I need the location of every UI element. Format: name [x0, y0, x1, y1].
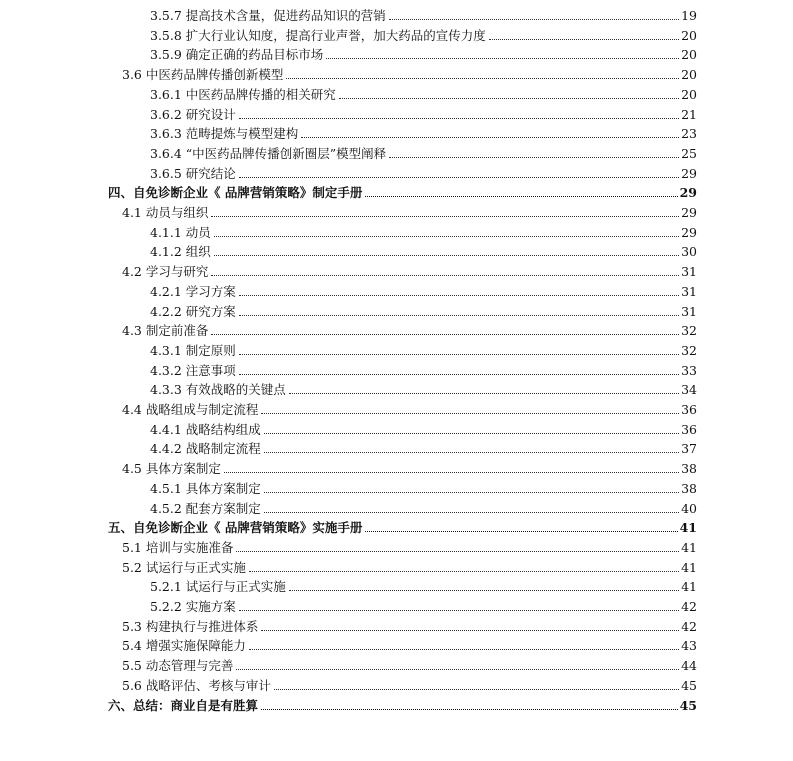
- toc-entry-label: [122, 461, 222, 477]
- dot-leader: [289, 393, 679, 394]
- toc-entry-page: 43: [681, 638, 697, 654]
- toc-entry-page: 29: [681, 205, 697, 220]
- toc-entry-label: [150, 441, 262, 457]
- toc-entry-title: 战略组成与制定流程: [145, 402, 259, 417]
- dot-leader: [224, 472, 679, 473]
- dot-leader: [389, 19, 679, 20]
- toc-entry-number: 4.4: [122, 402, 142, 417]
- toc-entry-title: 制定原则: [185, 342, 236, 358]
- toc-entry-label: [150, 87, 337, 103]
- toc-entry-number: 4.5: [122, 461, 142, 477]
- toc-entry-number: 3.5.8: [150, 27, 182, 43]
- toc-entry-label: [150, 422, 262, 438]
- toc-entry-title: 战略制定流程: [185, 441, 261, 457]
- toc-entry-title: 战略评估、考核与审计: [145, 677, 271, 693]
- toc-entry[interactable]: [150, 339, 697, 359]
- toc-entry-page: 37: [681, 441, 697, 457]
- toc-entry-page: 36: [681, 421, 697, 437]
- toc-entry-page: 41: [681, 559, 697, 575]
- dot-leader: [211, 216, 679, 217]
- toc-entry-page: 31: [681, 264, 697, 280]
- toc-entry-label: [108, 698, 259, 714]
- toc-entry-label: [150, 343, 237, 359]
- toc-entry[interactable]: [150, 280, 697, 300]
- toc-entry-page: 41: [679, 520, 697, 536]
- toc-entry-label: [150, 382, 287, 398]
- dot-leader: [264, 512, 679, 513]
- toc-entry-label: [150, 481, 262, 497]
- toc-entry-title: 注意事项: [185, 362, 236, 378]
- dot-leader: [214, 236, 679, 237]
- dot-leader: [286, 78, 679, 79]
- dot-leader: [489, 39, 679, 40]
- toc-entry-title: 战略结构组成: [185, 421, 261, 437]
- dot-leader: [264, 492, 679, 493]
- toc-entry[interactable]: [122, 457, 697, 477]
- toc-entry-page: 31: [681, 283, 697, 299]
- toc-entry-title: 构建执行与推进体系: [145, 618, 259, 634]
- toc-entry[interactable]: [150, 162, 697, 182]
- toc-entry-title: “中医药品牌传播创新圈层”模型阐释: [185, 145, 387, 161]
- toc-entry-label: [122, 205, 209, 221]
- toc-entry-number: 5.3: [122, 618, 142, 634]
- toc-entry[interactable]: [108, 516, 697, 536]
- toc-entry-page: 23: [681, 126, 697, 142]
- toc-entry[interactable]: [150, 24, 697, 44]
- toc-entry-page: 42: [681, 599, 697, 614]
- toc-entry-label: [122, 560, 247, 576]
- toc-entry-number: 四、: [108, 185, 134, 201]
- toc-entry-page: 41: [681, 579, 697, 595]
- toc-entry-page: 32: [681, 342, 697, 358]
- toc-entry-title: 学习与研究: [145, 264, 209, 280]
- toc-entry[interactable]: [122, 674, 697, 694]
- toc-entry-title: 培训与实施准备: [145, 539, 234, 555]
- toc-entry-number: 3.5.7: [150, 8, 182, 23]
- toc-entry-title: 自免诊断企业《 品牌营销策略》实施手册: [133, 520, 363, 536]
- toc-entry-title: 动员与组织: [145, 205, 209, 220]
- toc-entry[interactable]: [150, 437, 697, 457]
- dot-leader: [239, 374, 679, 375]
- toc-entry-number: 5.5: [122, 658, 142, 674]
- toc-entry-number: 5.1: [122, 539, 142, 555]
- toc-entry-page: 20: [681, 86, 697, 102]
- toc-entry[interactable]: [122, 260, 697, 280]
- toc-entry-number: 3.6.3: [150, 126, 182, 142]
- toc-entry-title: 实施方案: [185, 599, 236, 614]
- toc-entry-label: [122, 264, 209, 280]
- toc-entry[interactable]: [122, 634, 697, 654]
- toc-entry-title: 具体方案制定: [185, 480, 261, 496]
- dot-leader: [261, 413, 679, 414]
- dot-leader: [261, 630, 679, 631]
- toc-entry-number: 5.6: [122, 677, 142, 693]
- toc-entry-number: 4.3.1: [150, 342, 182, 358]
- toc-entry-title: 研究设计: [185, 106, 236, 122]
- toc-entry[interactable]: [150, 43, 697, 63]
- toc-entry-title: 动态管理与完善: [145, 658, 234, 674]
- dot-leader: [236, 669, 679, 670]
- toc-entry-title: 中医药品牌传播的相关研究: [185, 86, 336, 102]
- toc-entry[interactable]: [150, 477, 697, 497]
- dot-leader: [236, 551, 679, 552]
- toc-entry-page: 30: [681, 244, 697, 260]
- dot-leader: [365, 531, 677, 532]
- toc-entry-label: [150, 501, 262, 517]
- toc-entry-number: 4.5.1: [150, 480, 182, 496]
- toc-entry-page: 29: [681, 224, 697, 240]
- dot-leader: [211, 275, 679, 276]
- toc-entry-page: 25: [681, 145, 697, 161]
- toc-entry-title: 提高技术含量，促进药品知识的营销: [185, 8, 386, 23]
- toc-entry-title: 研究结论: [185, 165, 236, 181]
- toc-entry-page: 38: [681, 480, 697, 496]
- toc-entry[interactable]: [150, 142, 697, 162]
- toc-entry-label: [108, 520, 363, 536]
- toc-entry[interactable]: [150, 4, 697, 24]
- dot-leader: [211, 334, 679, 335]
- toc-entry-title: 确定正确的药品目标市场: [185, 47, 324, 63]
- toc-entry-label: [150, 363, 237, 379]
- toc-entry-label: [150, 47, 324, 63]
- toc-entry-page: 40: [681, 500, 697, 516]
- toc-entry-page: 38: [681, 461, 697, 477]
- toc-entry-label: [150, 8, 387, 24]
- toc-entry-page: 32: [681, 323, 697, 339]
- toc-entry[interactable]: [150, 240, 697, 260]
- toc-entry-title: 研究方案: [185, 303, 236, 319]
- toc-entry-title: 增强实施保障能力: [145, 638, 246, 654]
- toc-entry-page: 29: [679, 185, 697, 201]
- toc-entry-number: 4.1: [122, 205, 142, 220]
- toc-entry-number: 3.6.5: [150, 165, 182, 181]
- toc-entry-label: [122, 540, 234, 556]
- toc-entry-number: 5.2: [122, 559, 142, 575]
- toc-entry-number: 3.6: [122, 67, 142, 83]
- dot-leader: [239, 295, 679, 296]
- toc-entry-page: 45: [679, 697, 697, 713]
- toc-entry-number: 4.4.2: [150, 441, 182, 457]
- toc-entry-label: [108, 185, 363, 201]
- toc-entry[interactable]: [150, 83, 697, 103]
- toc-entry-page: 19: [681, 8, 697, 23]
- toc-entry-title: 制定前准备: [145, 323, 209, 339]
- dot-leader: [261, 709, 678, 710]
- toc-entry-number: 4.3: [122, 323, 142, 339]
- toc-entry-label: [150, 126, 299, 142]
- toc-entry-page: 33: [681, 362, 697, 378]
- dot-leader: [301, 137, 679, 138]
- toc-entry-label: [150, 284, 237, 300]
- toc-entry-title: 范畴提炼与模型建构: [185, 126, 299, 142]
- dot-leader: [239, 610, 679, 611]
- toc-entry-label: [122, 323, 209, 339]
- toc-entry-label: [122, 67, 284, 83]
- dot-leader: [239, 118, 679, 119]
- toc-entry[interactable]: [122, 319, 697, 339]
- toc-entry-title: 动员: [185, 224, 211, 240]
- toc-entry-title: 具体方案制定: [145, 461, 221, 477]
- toc-entry[interactable]: [150, 221, 697, 241]
- toc-entry-page: 45: [681, 677, 697, 693]
- toc-entry-number: 五、: [108, 520, 134, 536]
- dot-leader: [239, 354, 679, 355]
- toc-entry-number: 4.2.2: [150, 303, 182, 319]
- dot-leader: [339, 98, 679, 99]
- toc-entry-label: [150, 225, 212, 241]
- toc-entry-number: 3.6.1: [150, 86, 182, 102]
- toc-entry-title: 总结：商业自是有胜算: [133, 697, 259, 713]
- toc-entry[interactable]: [108, 694, 697, 714]
- toc-entry-number: 5.2.1: [150, 579, 182, 595]
- toc-entry[interactable]: [150, 300, 697, 320]
- toc-entry-number: 4.4.1: [150, 421, 182, 437]
- toc-entry-label: [150, 28, 487, 44]
- toc-entry[interactable]: [150, 595, 697, 615]
- toc-entry-title: 有效战略的关键点: [185, 382, 286, 398]
- toc-entry[interactable]: [122, 536, 697, 556]
- dot-leader: [239, 315, 679, 316]
- toc-entry-label: [150, 244, 212, 260]
- toc-entry[interactable]: [122, 615, 697, 635]
- toc-entry-page: 34: [681, 382, 697, 398]
- toc-entry-number: 5.2.2: [150, 599, 182, 614]
- toc-entry[interactable]: [122, 63, 697, 83]
- dot-leader: [239, 177, 679, 178]
- toc-entry-page: 20: [681, 27, 697, 43]
- toc-entry[interactable]: [122, 201, 697, 221]
- toc-entry-page: 21: [681, 106, 697, 122]
- toc-entry-number: 3.5.9: [150, 47, 182, 63]
- toc-entry-label: [122, 638, 247, 654]
- dot-leader: [274, 689, 679, 690]
- toc-entry-number: 六、: [108, 697, 134, 713]
- toc-entry[interactable]: [150, 497, 697, 517]
- toc-entry-label: [122, 402, 259, 418]
- toc-entry[interactable]: [122, 556, 697, 576]
- toc-entry-title: 试运行与正式实施: [185, 579, 286, 595]
- toc-entry-number: 3.6.4: [150, 145, 182, 161]
- toc-entry-label: [122, 619, 259, 635]
- dot-leader: [326, 58, 679, 59]
- toc-entry-page: 42: [681, 618, 697, 634]
- toc-entry-title: 扩大行业认知度，提高行业声誉，加大药品的宣传力度: [185, 27, 486, 43]
- toc-entry[interactable]: [150, 359, 697, 379]
- dot-leader: [264, 452, 679, 453]
- toc-entry-page: 29: [681, 165, 697, 181]
- toc-entry-label: [150, 166, 237, 182]
- toc-entry-number: 4.1.1: [150, 224, 182, 240]
- toc-entry[interactable]: [150, 122, 697, 142]
- toc-entry-number: 4.2: [122, 264, 142, 280]
- toc-entry-number: 4.2.1: [150, 283, 182, 299]
- toc-entry[interactable]: [150, 378, 697, 398]
- toc-entry-label: [122, 658, 234, 674]
- toc-entry-number: 5.4: [122, 638, 142, 654]
- toc-entry-label: [150, 599, 237, 615]
- toc-entry[interactable]: [108, 181, 697, 201]
- toc-entry-number: 4.1.2: [150, 244, 182, 260]
- toc-entry-page: 41: [681, 539, 697, 555]
- dot-leader: [249, 571, 679, 572]
- dot-leader: [389, 157, 679, 158]
- dot-leader: [264, 433, 679, 434]
- toc-entry[interactable]: [150, 575, 697, 595]
- toc-entry[interactable]: [150, 418, 697, 438]
- toc-entry-title: 学习方案: [185, 283, 236, 299]
- toc-entry-title: 自免诊断企业《 品牌营销策略》制定手册: [133, 185, 363, 201]
- toc-entry-label: [150, 107, 237, 123]
- toc-entry-title: 试运行与正式实施: [145, 559, 246, 575]
- toc-entry-label: [150, 146, 387, 162]
- toc-entry[interactable]: [122, 654, 697, 674]
- toc-entry-number: 4.5.2: [150, 500, 182, 516]
- toc-entry-title: 中医药品牌传播创新模型: [145, 67, 284, 83]
- toc-entry-page: 36: [681, 402, 697, 417]
- dot-leader: [249, 649, 679, 650]
- dot-leader: [289, 590, 679, 591]
- toc-entry[interactable]: [150, 103, 697, 123]
- toc-entry-title: 组织: [185, 244, 211, 260]
- toc-entry-page: 20: [681, 67, 697, 83]
- toc-entry[interactable]: [122, 398, 697, 418]
- toc-entry-title: 配套方案制定: [185, 500, 261, 516]
- toc-entry-page: 44: [681, 658, 697, 674]
- toc-entry-number: 4.3.2: [150, 362, 182, 378]
- toc-entry-page: 31: [681, 303, 697, 319]
- toc-entry-label: [150, 304, 237, 320]
- toc-entry-number: 4.3.3: [150, 382, 182, 398]
- toc-entry-label: [150, 579, 287, 595]
- toc-entry-number: 3.6.2: [150, 106, 182, 122]
- toc-entry-label: [122, 678, 272, 694]
- dot-leader: [214, 255, 679, 256]
- dot-leader: [365, 196, 677, 197]
- toc-entry-page: 20: [681, 47, 697, 63]
